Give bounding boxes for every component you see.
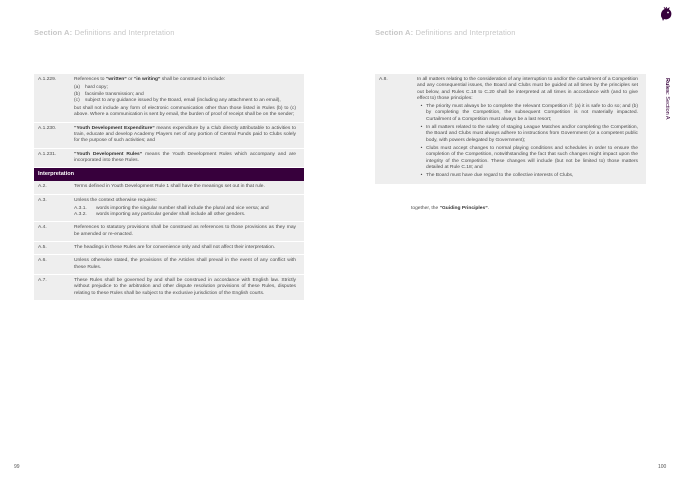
rule-text: Unless otherwise stated, the provisions of the Articles shall prevail in the event of any conflict with these Rules. <box>74 258 296 270</box>
rule-number: A.2. <box>38 184 47 190</box>
rule-text: These Rules shall be governed by and shall be construed in accordance with English law. Strictly without prejudice to the arbitration and other dispute resolution provisions of these Rules, disputes relating to these Rules shall be subject to the exclusive jurisdiction of the English courts. <box>74 277 296 296</box>
rule-row <box>34 195 304 223</box>
rule-row <box>34 74 304 123</box>
rule-row <box>34 123 304 149</box>
bullet-item: • The priority must always be to complete the relevant Competition if: (a) it is safe to do so; and (b) by completing the Competition, the subsequent Competition is not materially impacted. Curtailment of a Competition must always be a last resort; <box>420 104 638 122</box>
guiding-principles-line: together, the “Guiding Principles”. <box>411 206 490 211</box>
sub-item: (a) hard copy; <box>74 85 108 91</box>
rule-number: A.7. <box>38 277 47 283</box>
bullet-item: • Clubs must accept changes to normal playing conditions and schedules in order to ensure the completion of the Competition, notwithstanding the fact that such changes might impact upon the integrity of the Competition. These changes will include (but not be limited to) those matters detailed at Rule C.18; and <box>420 145 638 170</box>
rule-row <box>34 255 304 275</box>
rule-number: A.3. <box>38 197 47 203</box>
page-number-left: 99 <box>14 464 20 470</box>
rule-text: Terms defined in Youth Development Rule 1 shall have the meanings set out in that rule. <box>74 184 265 190</box>
rule-text: In all matters relating to the consideration of any interruption to and/or the curtailment of a Competition and any consequential issues, the Board and Clubs must be guided at all times by the principles set out below, and Rules C.18 to C.20 shall be interpreted at all times in accordance with (and to give effect to) those principles: • The priority must always be to complete the relevant Competition if: (a) it is safe to do so; and (b) by completing the Competition, the subsequent Competition is not materially impacted. Curtailment of a Competition must always be a last resort; • In all matters related to the safety of staging League Matches and/or completing the Competition, the Board and Clubs must always adhere to instructions from Government (or a competent public body, with powers delegated by Government); • Clubs must accept changes to normal playing conditions and schedules in order to ensure the completion of the Competition, notwithstanding the fact that such changes might impact upon the integrity of the Competition. These changes will include (but not be limited to) those matters detailed at Rule C.18; and • The Board must have due regard to the collective interests of Clubs, <box>417 77 639 179</box>
rule-text: References to statutory provisions shall be construed as references to those provisions as they may be amended or re-enacted. <box>74 225 296 237</box>
page-number-right: 100 <box>658 464 667 470</box>
sub-item: (b) facsimile transmission; and <box>74 91 144 97</box>
rule-number: A.1.231. <box>38 151 57 157</box>
rule-row <box>375 74 646 185</box>
side-label: Rules: Section A <box>664 78 670 120</box>
rule-text: “Youth Development Rules” means the Youth Development Rules which accompany and are incorporated into these Rules. <box>74 151 297 163</box>
rule-row <box>34 222 304 242</box>
rules-table-right <box>375 74 646 185</box>
sub-item: A.3.1. words importing the singular number shall include the plural and vice versa; and <box>74 205 269 211</box>
bullet-item: • In all matters related to the safety of staging League Matches and/or completing the Competition, the Board and Clubs must always adhere to instructions from Government (or a competent public body, with powers delegated by Government); <box>420 125 638 143</box>
rule-row <box>34 181 304 194</box>
rule-row <box>34 149 304 169</box>
section-heading-left: Section A: Definitions and Interpretation <box>34 28 175 37</box>
rule-number: A.1.230. <box>38 125 57 131</box>
rule-number: A.4. <box>38 225 47 231</box>
rules-table-left <box>34 74 304 301</box>
lion-crest-icon <box>658 6 674 22</box>
sub-item: A.3.2. words importing any particular gender shall include all other genders. <box>74 212 246 218</box>
section-heading-right: Section A: Definitions and Interpretation <box>375 28 516 37</box>
rule-number: A.8. <box>379 77 388 82</box>
rule-text: References to “written” or “in writing” shall be construed to include: (a) hard copy; (b) facsimile transmission; and (c) subject to any guidance issued by the Board, email (including any attachment to an email), but shall not include any form of electronic communication other than those listed in Rules (b) to (c) above. Where a communication is sent by email, the burden of proof of receipt shall be on the sender; <box>74 77 296 118</box>
rule-text: Unless the context otherwise requires: A.3.1. words importing the singular number shall include the plural and vice versa; and A.3.2. words importing any particular gender shall include all other genders. <box>74 195 304 222</box>
rule-number: A.5. <box>38 245 47 251</box>
bullet-item: • The Board must have due regard to the collective interests of Clubs, <box>420 173 574 179</box>
interpretation-header: Interpretation <box>34 168 304 181</box>
rule-number: A.6. <box>38 258 47 264</box>
sub-item: (c) subject to any guidance issued by the Board, email (including any attachment to an email), <box>74 97 281 103</box>
right-page <box>340 0 680 483</box>
rule-text: “Youth Development Expenditure” means expenditure by a Club directly attributable to activities to train, educate and develop Academy Players net of any portion of Central Funds paid to Clubs solely for the purpose of such activities; and <box>74 125 296 144</box>
rule-row <box>34 275 304 301</box>
rule-row <box>34 242 304 255</box>
rule-text: The headings in these Rules are for convenience only and shall not affect their interpretation. <box>74 245 276 251</box>
rule-number: A.1.229. <box>38 77 57 82</box>
